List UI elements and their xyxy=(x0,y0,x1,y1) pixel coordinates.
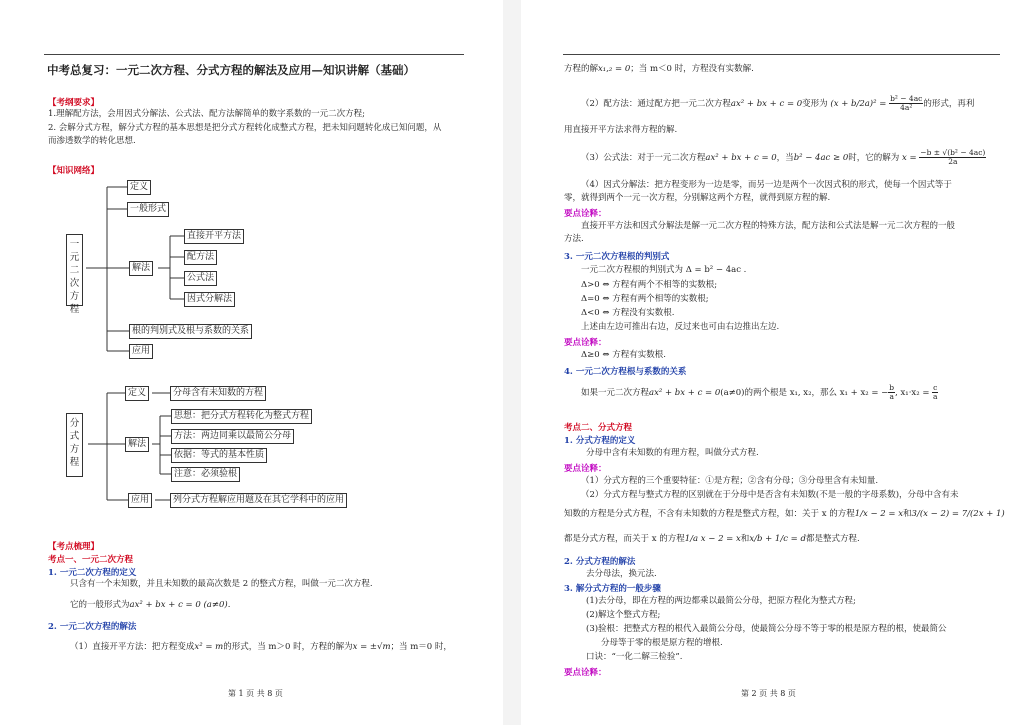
vieta-sum-num: b xyxy=(889,383,895,392)
formula-num: −b ± √(b² − 4ac) xyxy=(920,148,986,157)
tip-1-heading: 要点诠释： xyxy=(564,209,607,219)
tree2-definition-detail: 分母含有未知数的方程 xyxy=(170,386,266,401)
vieta-equation: ax² + bx + c = 0 xyxy=(649,388,721,398)
tip3-b-and: 和 xyxy=(903,509,912,519)
method-4-text: （4）因式分解法：把方程变形为一边是零，而另一边是两个一次因式积的形式，使每一个因式等于 xyxy=(581,180,952,190)
tree1-method-square-root: 直接开平方法 xyxy=(184,229,244,244)
tip-3-integral-examples xyxy=(564,534,860,545)
quadratic-formula xyxy=(919,149,986,166)
tree1-root-quadratic-equation: 一元二次方程 xyxy=(66,234,83,306)
tip3-c-example-2: x/b + 1/c = d xyxy=(749,534,806,544)
section-2-heading: 2. 一元二次方程的解法 xyxy=(48,622,137,632)
section-3-heading: 3. 一元二次方程根的判别式 xyxy=(564,252,670,262)
discriminant-definition: 一元二次方程根的判别式为 Δ = b² − 4ac . xyxy=(581,265,747,275)
l2-rhs-num: b² − 4ac xyxy=(890,94,923,103)
method-1-solution: x = ±√m xyxy=(352,642,391,652)
method-2-text xyxy=(581,92,974,116)
l2-mid: 变形为 xyxy=(802,99,828,109)
l4-x: x = xyxy=(901,153,917,163)
vieta-product-num: c xyxy=(933,383,938,392)
method-4-cont: 零，就得到两个一元一次方程，分别解这两个方程，就得到原方程的解. xyxy=(564,193,831,203)
requirement-2-cont: 而渗透数学的转化思想. xyxy=(48,136,136,146)
tip-4-heading: 要点诠释： xyxy=(564,668,607,678)
tree2-solution: 解法 xyxy=(125,437,149,452)
tip-3-difference: （2）分式方程与整式方程的区别就在于分母中是否含有未知数(不是一般的字母系数)，分母中含有未 xyxy=(581,490,959,500)
section-1-general-form xyxy=(70,600,230,611)
tree2-solution-method: 方法：两边同乘以最简公分母 xyxy=(171,429,294,444)
method-3-text xyxy=(581,146,986,170)
tree1-method-factoring: 因式分解法 xyxy=(184,292,235,307)
l2-post: 的形式，再利 xyxy=(923,99,975,109)
requirement-1: 1.理解配方法，会用因式分解法、公式法、配方法解简单的数字系数的一元二次方程; xyxy=(48,109,365,119)
tree2-solution-basis: 依据：等式的基本性质 xyxy=(171,448,267,463)
tree1-solution: 解法 xyxy=(129,261,153,276)
vieta-formula xyxy=(581,382,938,404)
requirement-2: 2. 会解分式方程，解分式方程的基本思想是把分式方程转化成整式方程，把未知问题转化成已知问题，从 xyxy=(48,123,442,133)
tree2-definition: 定义 xyxy=(125,386,149,401)
discriminant-note: 上述由左边可推出右边，反过来也可由右边推出左边. xyxy=(581,322,780,332)
discriminant-negative: Δ<0 ⇔ 方程没有实数根. xyxy=(581,308,675,318)
method-1-intro: （1）直接开平方法：把方程变成 xyxy=(70,642,195,652)
section-1-text: 只含有一个未知数，并且未知数的最高次数是 2 的整式方程，叫做一元二次方程. xyxy=(70,579,373,589)
tree2-solution-note: 注意：必须验根 xyxy=(171,467,240,482)
method-1-text xyxy=(70,642,452,653)
l2-lhs: (x + b/2a)² = xyxy=(830,99,887,109)
method-1-post: ；当 m＝0 时， xyxy=(390,642,452,652)
fraction-section-2-heading: 2. 分式方程的解法 xyxy=(564,557,636,567)
tree2-application: 应用 xyxy=(128,493,152,508)
tree2-application-detail: 列分式方程解应用题及在其它学科中的应用 xyxy=(170,493,347,508)
l4-mid: ，当 xyxy=(776,153,794,163)
page-1-footer: 第 1 页 共 8 页 xyxy=(228,689,283,698)
vieta-product-fraction xyxy=(932,384,938,401)
step-1: (1)去分母，即在方程的两边都乘以最简公分母，把原方程化为整式方程; xyxy=(586,596,856,606)
l4-math: ax² + bx + c = 0 xyxy=(705,153,777,163)
formula-den: 2a xyxy=(948,157,958,166)
l2-rhs-den: 4a² xyxy=(900,103,913,112)
step-3-cont: 分母等于零的根是原方程的增根. xyxy=(601,638,723,648)
tip3-b-example-2: 3/(x − 2) = 7/(2x + 1) xyxy=(911,509,1005,519)
tree1-discriminant: 根的判别式及根与系数的关系 xyxy=(129,324,252,339)
exam-requirements-heading: 【考纲要求】 xyxy=(48,98,100,108)
method-2-cont: 用直接开平方法求得方程的解. xyxy=(564,125,678,135)
page-2-footer: 第 2 页 共 8 页 xyxy=(741,689,796,698)
l1-math: x₁,₂ = 0 xyxy=(598,64,631,74)
l4-pre: （3）公式法：对于一元二次方程 xyxy=(581,153,706,163)
l2-rhs-fraction xyxy=(889,95,923,112)
vieta-sum: x₁ + x₂ = − xyxy=(839,388,889,398)
header-rule xyxy=(563,54,1000,55)
vieta-mid: (a≠0)的两个根是 x₁, x₂，那么 xyxy=(720,388,838,398)
knowledge-network-heading: 【知识网络】 xyxy=(48,166,100,176)
l4-cond: b² − 4ac ≥ 0 xyxy=(793,153,849,163)
tip3-b-example-1: 1/x − 2 = x xyxy=(854,509,904,519)
fraction-section-1-heading: 1. 分式方程的定义 xyxy=(564,436,636,446)
l2-pre: （2）配方法：通过配方把一元二次方程 xyxy=(581,99,731,109)
method-1-mid: 的形式，当 m＞0 时，方程的解为 xyxy=(223,642,353,652)
vieta-product-den: a xyxy=(933,392,938,401)
page-1 xyxy=(0,0,503,725)
l4-post: 时，它的解为 xyxy=(848,153,900,163)
discriminant-positive: Δ>0 ⇔ 方程有两个不相等的实数根; xyxy=(581,280,718,290)
tip-3-features: （1）分式方程的三个重要特征：①是方程；②含有分母；③分母里含有未知量. xyxy=(581,476,879,486)
tip-3-difference-cont xyxy=(564,509,1005,520)
general-form-label: 它的一般形式为 xyxy=(70,600,130,610)
section-1-heading: 1. 一元二次方程的定义 xyxy=(48,568,137,578)
tip-3-heading: 要点诠释： xyxy=(564,464,607,474)
tree1-connectors xyxy=(0,0,503,725)
tree1-method-formula: 公式法 xyxy=(184,271,217,286)
tree2-root-fractional-equation: 分式方程 xyxy=(66,413,83,477)
tree2-solution-idea: 思想：把分式方程转化为整式方程 xyxy=(171,409,312,424)
vieta-sum-den: a xyxy=(889,392,894,401)
l2-math: ax² + bx + c = 0 xyxy=(730,99,803,109)
outline-heading: 【考点梳理】 xyxy=(48,542,100,552)
tip3-b-pre: 知数的方程是分式方程，不含有未知数的方程是整式方程，如：关于 x 的方程 xyxy=(564,509,855,519)
vieta-pre: 如果一元二次方程 xyxy=(581,388,650,398)
step-2: (2)解这个整式方程; xyxy=(586,610,661,620)
tip-1-cont: 方法. xyxy=(564,234,584,244)
document-title: 中考总复习：一元二次方程、分式方程的解法及应用—知识讲解（基础） xyxy=(47,63,415,77)
l1-post: ；当 m＜0 时，方程没有实数解. xyxy=(630,64,754,74)
mnemonic: 口诀：“一化二解三检验”. xyxy=(586,652,683,662)
tree1-general-form: 一般形式 xyxy=(127,202,169,217)
method-1-cont xyxy=(564,64,754,75)
tip3-c-post: 都是整式方程. xyxy=(805,534,860,544)
fraction-section-3-heading: 3. 解分式方程的一般步骤 xyxy=(564,584,661,594)
page-2 xyxy=(521,0,1024,725)
method-1-form: x² = m xyxy=(194,642,224,652)
discriminant-zero: Δ=0 ⇔ 方程有两个相等的实数根; xyxy=(581,294,709,304)
tip3-c-pre: 都是分式方程，而关于 x 的方程 xyxy=(564,534,685,544)
section-4-heading: 4. 一元二次方程根与系数的关系 xyxy=(564,367,687,377)
vieta-product: , x₁·x₂ = xyxy=(895,388,930,398)
tree1-application: 应用 xyxy=(129,344,153,359)
tree1-method-completing-square: 配方法 xyxy=(184,250,217,265)
keypoint-2-heading: 考点二、分式方程 xyxy=(564,423,633,433)
tip-2-text: Δ≥0 ⇔ 方程有实数根. xyxy=(581,350,666,360)
general-form-math: ax² + bx + c = 0 (a≠0). xyxy=(129,600,231,610)
tip3-c-and: 和 xyxy=(740,534,750,544)
fraction-methods: 去分母法，换元法. xyxy=(586,569,657,579)
tip-2-heading: 要点诠释： xyxy=(564,338,607,348)
tip-1-text: 直接开平方法和因式分解法是解一元二次方程的特殊方法，配方法和公式法是解一元二次方程的一般 xyxy=(581,221,956,231)
fraction-definition: 分母中含有未知数的有理方程，叫做分式方程. xyxy=(586,448,759,458)
l1-pre: 方程的解 xyxy=(564,64,599,74)
tip3-c-example-1: 1/a x − 2 = x xyxy=(684,534,741,544)
keypoint-1-heading: 考点一、一元二次方程 xyxy=(48,555,134,565)
step-3: (3)验根：把整式方程的根代入最简公分母，使最简公分母不等于零的根是原方程的根，使最简公 xyxy=(586,624,947,634)
tree1-definition: 定义 xyxy=(127,180,151,195)
